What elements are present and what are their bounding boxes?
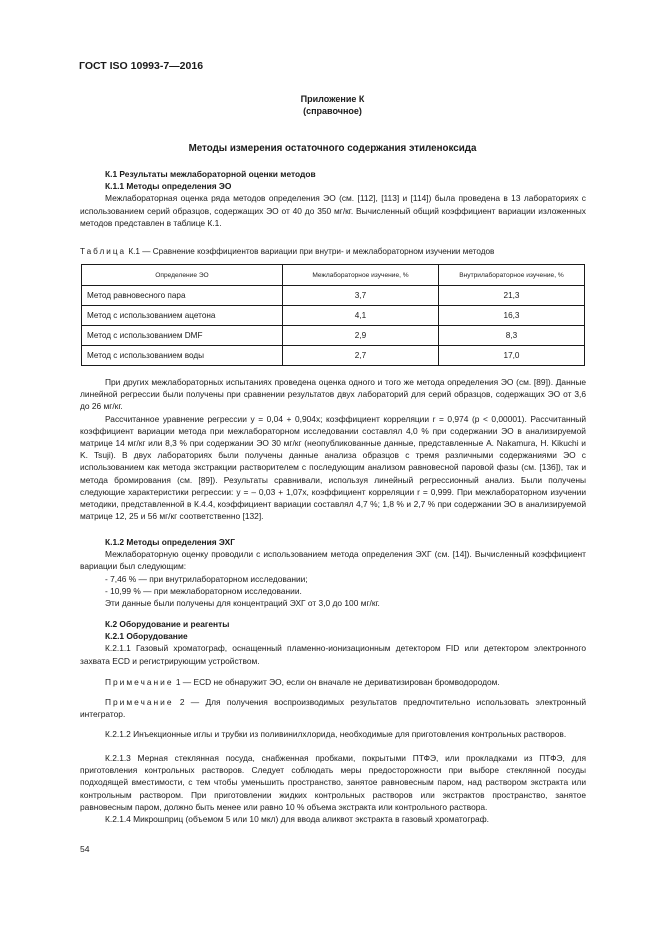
table-caption — [80, 247, 494, 256]
table-cell: 3,7 — [283, 286, 439, 306]
heading-k1-1: К.1.1 Методы определения ЭО — [105, 181, 232, 192]
appendix-title: Приложение К — [300, 94, 365, 104]
paragraph-k2-1-3: К.2.1.3 Мерная стеклянная посуда, снабженная пробками, покрытыми ПТФЭ, или прокладками из ПТФЭ, для приготовления контрольных растворов. Следует соблюдать меры предосторожности при выборе стеклянной посуды подходящей вместимости, с тем чтобы уменьшить пространство, занятое равновесным паром, над раствором экстракта или контрольным раствором. При приготовлении жидких контрольных растворов или экстрактов пространство, занятое равновесным паром, должно быть менее или равно 10 % объема экстракта или контрольного раствора. — [80, 753, 586, 812]
section-k1-2 — [80, 536, 586, 609]
paragraph-k1-2: Межлабораторную оценку проводили с использованием метода определения ЭХГ (см. [14]). Вычисленный коэффициент вариации был следующим: — [80, 549, 586, 572]
paragraph-after-table-1: При других межлабораторных испытаниях проведена оценка одного и того же метода определения ЭО (см. [89]). Данные линейной регрессии были получены при сравнении результатов двух лабораторий для серий образцов, содержащих ЭО от 3,6 до 26 мг/кг. — [80, 377, 586, 412]
paragraph-after-table-2: Рассчитанное уравнение регрессии y = 0,04 + 0,904x; коэффициент корреляции r = 0,974 (p < 0,00001). Рассчитанный коэффициент вариации метода при межлабораторном исследовании составлял 4,0 % при содержании ЭО в анализируемой матрице 14 мг/кг или 8,3 % при содержании ЭО 30 мг/кг (неопубликованные данные, представленные A. Nakamura, H. Kikuchi и K. Tsuji). В двух лабораториях были получены данные анализа образцов с тремя различными содержаниями ЭО с использованием как метода экстракции растворителем с последующим анализом равновесной паровой фазы (см. [136]), так и метода бромирования (см. [89]). Результаты сравнивали, используя линейный регрессионный анализ. Были получены следующие характеристики регрессии: y = – 0,03 + 1,07x, коэффициент корреляции r = 0,999. При межлабораторном изучении методики, представленной в К.4.4, коэффициент вариации составлял 4,7 %; 1,8 % и 2,7 % при содержании ЭО в анализируемой матрице 12, 25 и 56 мг/кг соответственно [132]. — [80, 413, 586, 522]
table-cell: 4,1 — [283, 306, 439, 326]
table-caption-text: К.1 — Сравнение коэффициентов вариации при внутри- и межлабораторном изучении методов — [128, 247, 495, 256]
heading-k2-1: К.2.1 Оборудование — [105, 631, 188, 642]
table-header-cell: Определение ЭО — [82, 265, 283, 286]
table-cell: 16,3 — [439, 306, 585, 326]
appendix-note: (справочное) — [303, 105, 362, 116]
table-row — [82, 306, 585, 326]
section-k2-1-2 — [80, 728, 586, 740]
note-text: 2 — Для получения воспроизводимых результатов предпочтительно использовать электронный интегратор. — [80, 697, 587, 720]
table-header-cell: Межлабораторное изучение, % — [283, 265, 439, 286]
appendix-heading — [80, 94, 585, 117]
table-cell: 17,0 — [439, 346, 585, 366]
paragraph-k2-1-1: К.2.1.1 Газовый хроматограф, оснащенный пламенно-ионизационным детектором FID или детектором электронного захвата ECD и регистрирующим устройством. — [80, 643, 586, 666]
standard-header: ГОСТ ISO 10993-7—2016 — [79, 60, 204, 72]
table-cell: Метод равновесного пара — [82, 286, 283, 306]
main-title: Методы измерения остаточного содержания этиленоксида — [188, 143, 477, 154]
table-cell: Метод с использованием воды — [82, 346, 283, 366]
section-k1 — [80, 168, 586, 229]
list-item: - 10,99 % — при межлабораторном исследовании. — [105, 585, 302, 596]
note-label: Примечание — [105, 677, 174, 687]
table-caption-prefix: Таблица — [80, 247, 127, 256]
section-k2 — [80, 618, 586, 667]
heading-k2: К.2 Оборудование и реагенты — [105, 619, 230, 629]
comparison-table — [81, 264, 585, 366]
section-k2-1-3 — [80, 752, 586, 825]
list-item: - 7,46 % — при внутрилабораторном исследовании; — [105, 573, 308, 584]
page-number: 54 — [80, 844, 90, 854]
table-row — [82, 286, 585, 306]
paragraph-k1-2-note: Эти данные были получены для концентраций ЭХГ от 3,0 до 100 мг/кг. — [105, 598, 380, 609]
note-1 — [80, 676, 586, 688]
table-cell: Метод с использованием DMF — [82, 326, 283, 346]
paragraph-k2-1-2: К.2.1.2 Инъекционные иглы и трубки из поливинилхлорида, необходимые для приготовления контрольных растворов. — [105, 729, 567, 739]
table-header-cell: Внутрилабораторное изучение, % — [439, 265, 585, 286]
table-cell: 2,7 — [283, 346, 439, 366]
heading-k1: К.1 Результаты межлабораторной оценки методов — [105, 169, 316, 179]
note-text: 1 — ECD не обнаружит ЭО, если он вначале не дериватизирован бромводородом. — [175, 677, 500, 687]
table-cell: 8,3 — [439, 326, 585, 346]
table-header-row — [82, 265, 585, 286]
section-after-table — [80, 376, 586, 522]
table-row — [82, 346, 585, 366]
table-row — [82, 326, 585, 346]
table-cell: 21,3 — [439, 286, 585, 306]
note-label: Примечание — [105, 697, 174, 707]
table-cell: 2,9 — [283, 326, 439, 346]
paragraph-k1-1: Межлабораторная оценка ряда методов определения ЭО (см. [112], [113] и [114]) была проведена в 13 лабораториях с использованием серий образцов, содержащих ЭО от 40 до 350 мг/кг. Вычисленный общий коэффициент вариации изложенных методов представлен в таблице К.1. — [80, 193, 586, 228]
paragraph-k2-1-4: К.2.1.4 Микрошприц (объемом 5 или 10 мкл) для ввода аликвот экстракта в газовый хроматограф. — [105, 814, 489, 825]
heading-k1-2: К.1.2 Методы определения ЭХГ — [105, 537, 236, 547]
table-cell: Метод с использованием ацетона — [82, 306, 283, 326]
note-2 — [80, 696, 586, 720]
